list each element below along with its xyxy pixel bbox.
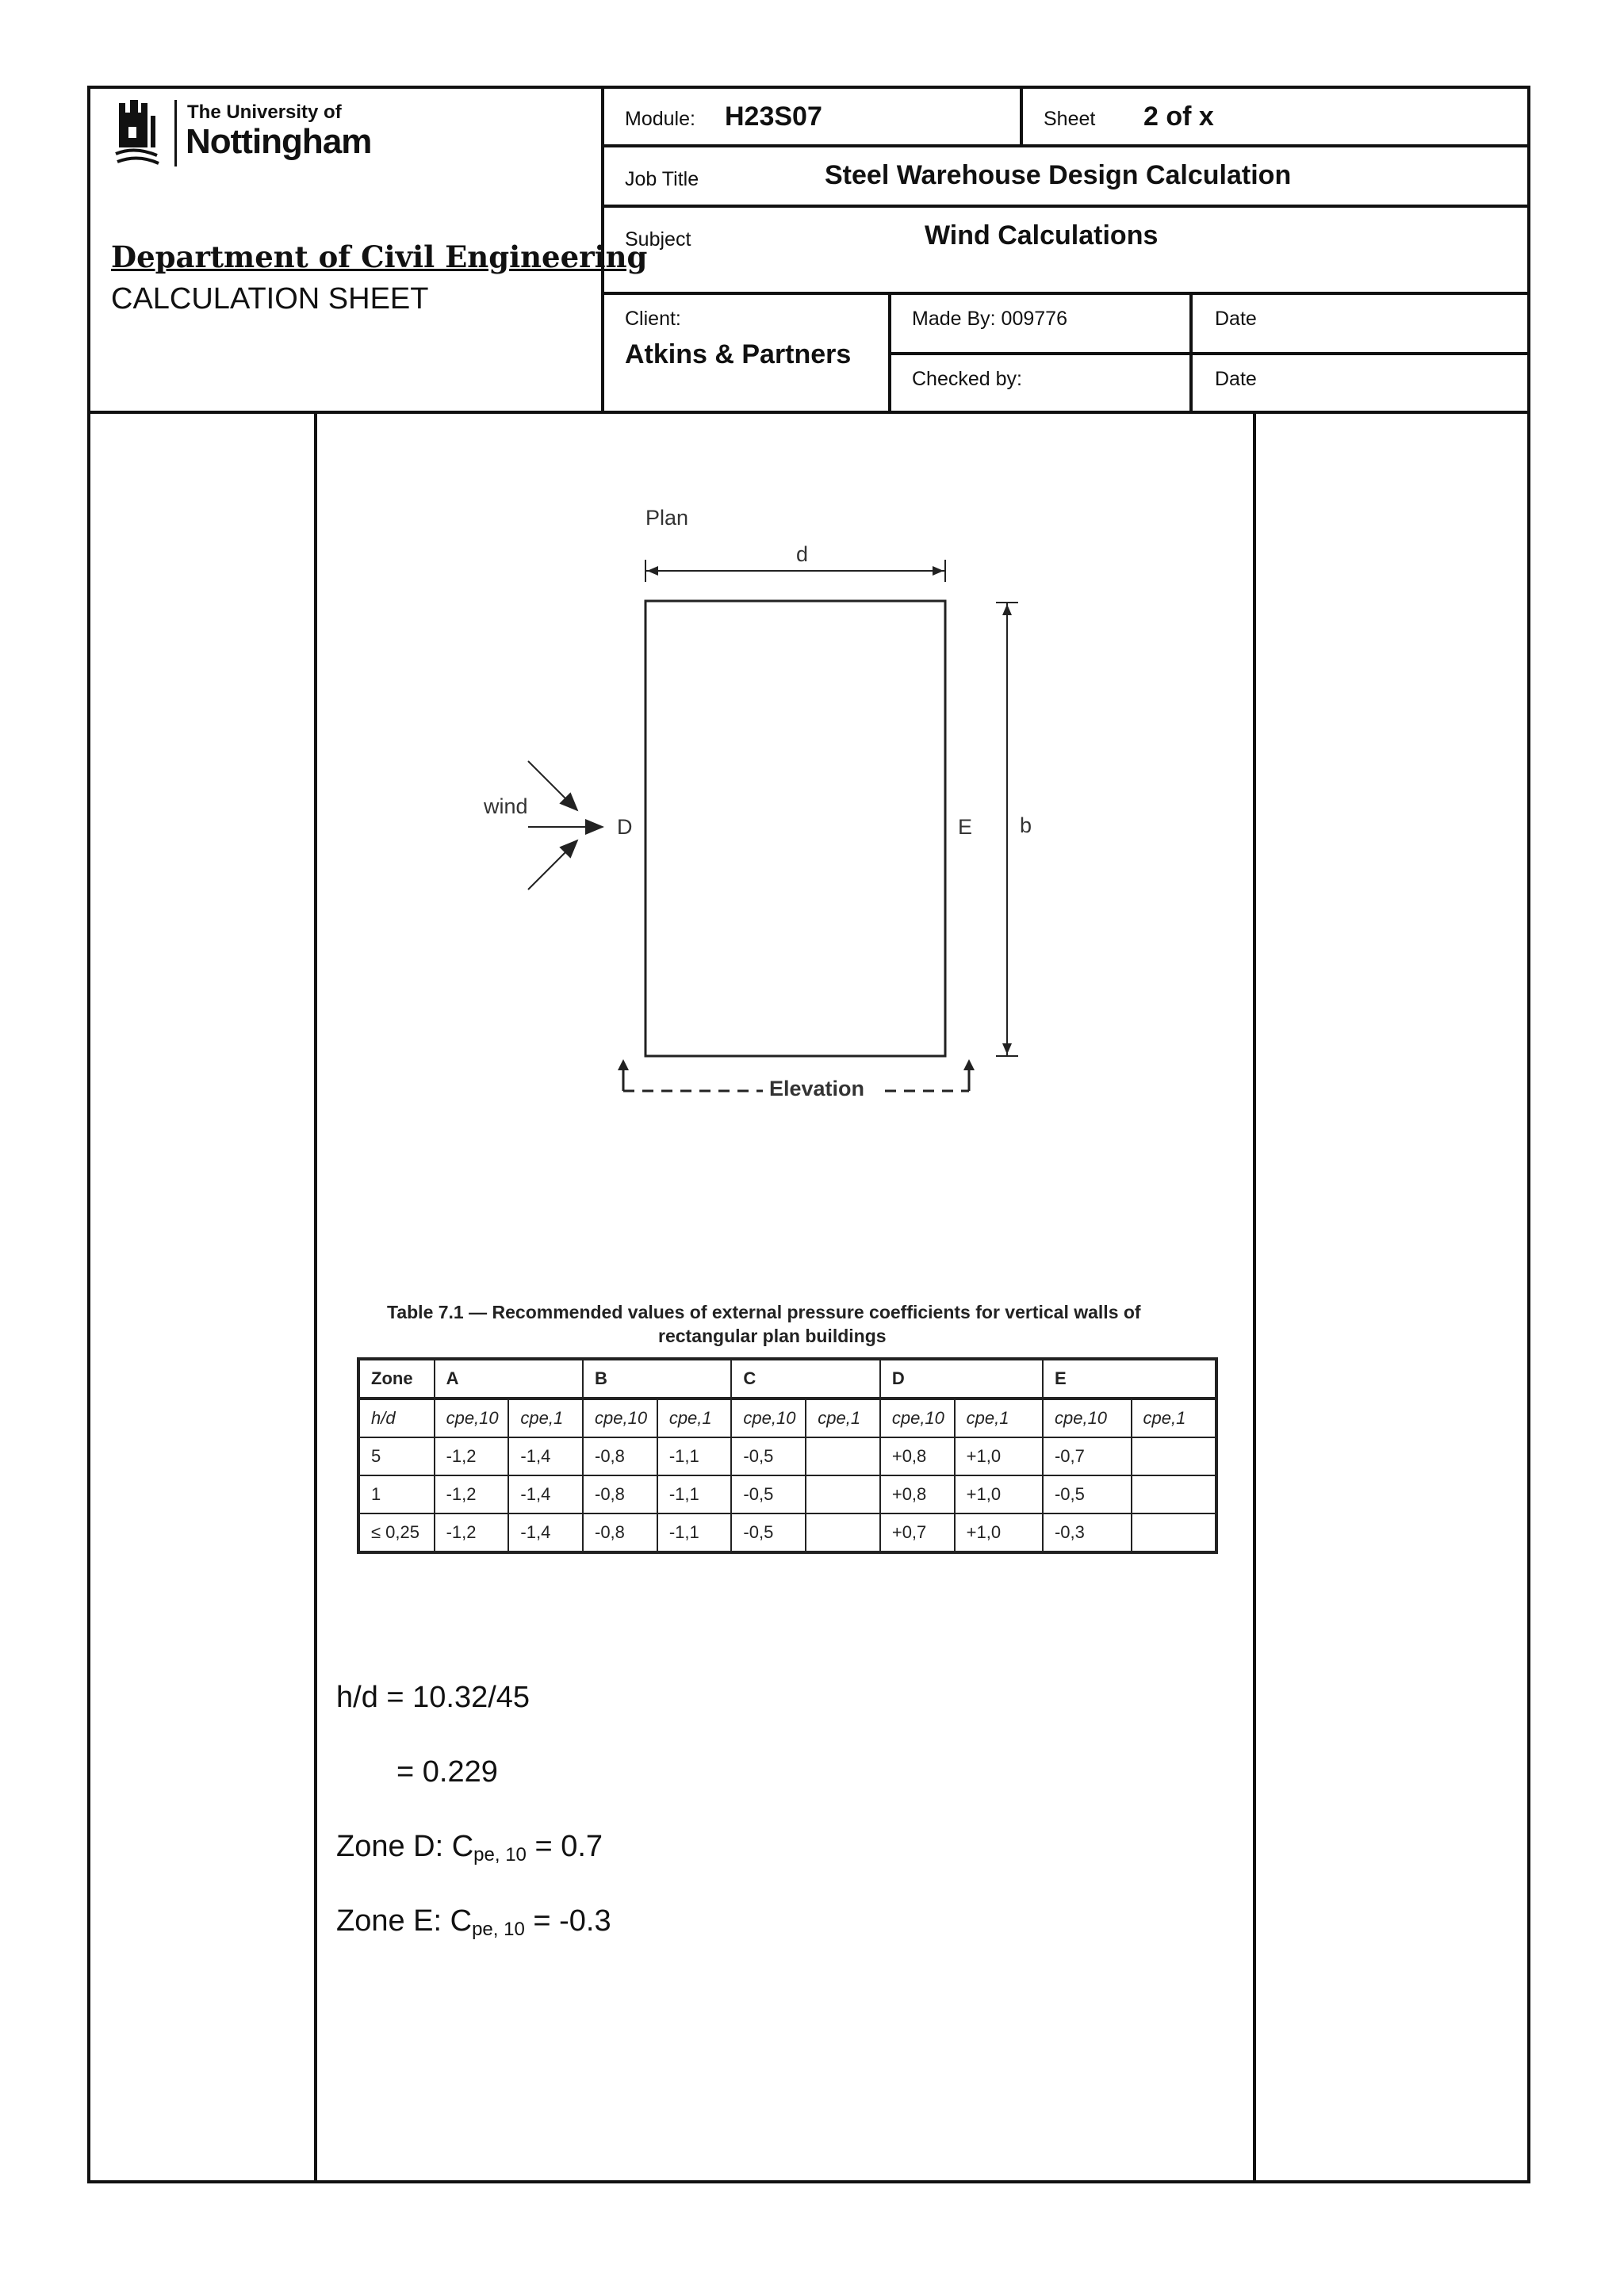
calc-hd-result: = 0.229	[396, 1755, 498, 1789]
zone-d-marker: D	[617, 815, 633, 839]
table-cell: +0,8	[880, 1437, 955, 1475]
table-cell: -1,4	[508, 1513, 583, 1552]
hd-header-cell: h/d	[358, 1399, 435, 1437]
coef-header-cell: cpe,1	[806, 1399, 880, 1437]
table-cell: -0,3	[1043, 1513, 1132, 1552]
module-label: Module:	[625, 108, 695, 130]
table-cell: -1,1	[657, 1513, 732, 1552]
table-cell: -0,5	[731, 1475, 806, 1513]
table-cell	[806, 1475, 880, 1513]
table-cell	[806, 1437, 880, 1475]
table-cell: -1,2	[435, 1475, 509, 1513]
elevation-label: Elevation	[769, 1077, 865, 1100]
table-caption-line2: rectangular plan buildings	[658, 1326, 887, 1346]
table-cell	[1132, 1475, 1216, 1513]
table-cell: -1,1	[657, 1475, 732, 1513]
table-caption-line1: Table 7.1 — Recommended values of external pressure coefficients for vertical walls of	[387, 1302, 1141, 1322]
coef-header-cell: cpe,10	[435, 1399, 509, 1437]
checked-by: Checked by:	[912, 368, 1022, 390]
sheet-type: CALCULATION SHEET	[111, 282, 429, 316]
made-by: Made By: 009776	[912, 308, 1067, 330]
table-cell: -0,8	[583, 1513, 657, 1552]
zone-header-cell: Zone	[358, 1359, 435, 1399]
hd-cell: ≤ 0,25	[358, 1513, 435, 1552]
client-label: Client:	[625, 308, 681, 330]
university-logo	[114, 98, 372, 171]
table-row	[358, 1513, 1216, 1552]
header-row-line-4	[888, 352, 1530, 355]
subject-value: Wind Calculations	[925, 220, 1159, 251]
zone-b-header: B	[583, 1359, 731, 1399]
table-cell: +0,8	[880, 1475, 955, 1513]
table-cell: +0,7	[880, 1513, 955, 1552]
coef-header-cell: cpe,1	[1132, 1399, 1216, 1437]
table-cell: -1,2	[435, 1513, 509, 1552]
header-row-line-1	[601, 144, 1530, 147]
department-title: Department of Civil Engineering	[111, 239, 648, 274]
coef-header-cell: cpe,10	[731, 1399, 806, 1437]
date-label-1: Date	[1215, 308, 1257, 330]
job-title-value: Steel Warehouse Design Calculation	[825, 160, 1292, 190]
zone-d-header: D	[880, 1359, 1043, 1399]
zone-e-value: = -0.3	[524, 1904, 611, 1938]
coef-header-cell: cpe,10	[583, 1399, 657, 1437]
zone-e-subscript: pe, 10	[472, 1919, 525, 1940]
table-cell	[806, 1513, 880, 1552]
subject-label: Subject	[625, 228, 691, 251]
table-cell: +1,0	[955, 1475, 1043, 1513]
body-margin-right	[1253, 411, 1256, 2183]
module-value: H23S07	[725, 101, 822, 132]
table-cell: -1,4	[508, 1437, 583, 1475]
table-cell: -0,5	[731, 1437, 806, 1475]
coef-header-cell: cpe,1	[955, 1399, 1043, 1437]
zone-d-value: = 0.7	[526, 1830, 603, 1863]
table-cell: -0,5	[731, 1513, 806, 1552]
zone-d-subscript: pe, 10	[473, 1844, 527, 1866]
coefficient-header-row	[358, 1399, 1216, 1437]
d-label: d	[796, 542, 809, 566]
body-frame	[87, 411, 1530, 2183]
b-label: b	[1020, 813, 1032, 837]
table-cell	[1132, 1513, 1216, 1552]
hd-cell: 5	[358, 1437, 435, 1475]
header-row-line-3	[601, 292, 1530, 295]
table-cell: -1,2	[435, 1437, 509, 1475]
plan-label: Plan	[645, 506, 689, 530]
coef-header-cell: cpe,10	[880, 1399, 955, 1437]
client-value: Atkins & Partners	[625, 339, 852, 369]
logo-text-line1: The University of	[187, 101, 342, 123]
coef-header-cell: cpe,10	[1043, 1399, 1132, 1437]
sheet-value: 2 of x	[1143, 101, 1214, 132]
table-cell	[1132, 1437, 1216, 1475]
sheet-label: Sheet	[1044, 108, 1096, 130]
coef-header-cell: cpe,1	[508, 1399, 583, 1437]
job-title-label: Job Title	[625, 168, 699, 190]
zone-e-prefix: Zone E: C	[336, 1904, 473, 1938]
table-row	[358, 1437, 1216, 1475]
header-row-line-2	[601, 205, 1530, 208]
table-cell: +1,0	[955, 1437, 1043, 1475]
table-cell: -0,5	[1043, 1475, 1132, 1513]
table-cell: -0,8	[583, 1475, 657, 1513]
zone-e-marker: E	[958, 815, 973, 839]
body-margin-left	[314, 411, 317, 2183]
table-cell: -1,1	[657, 1437, 732, 1475]
calc-zone-e	[336, 1904, 611, 1941]
calc-hd-ratio: h/d = 10.32/45	[336, 1681, 530, 1714]
table-cell: -1,4	[508, 1475, 583, 1513]
zone-a-header: A	[435, 1359, 583, 1399]
pressure-coefficient-table	[357, 1357, 1218, 1554]
zone-c-header: C	[731, 1359, 879, 1399]
zone-d-prefix: Zone D: C	[336, 1830, 474, 1863]
wind-label: wind	[484, 794, 528, 818]
zone-header-row	[358, 1359, 1216, 1399]
table-cell: +1,0	[955, 1513, 1043, 1552]
calc-zone-d	[336, 1830, 603, 1866]
date-label-2: Date	[1215, 368, 1257, 390]
table-cell: -0,8	[583, 1437, 657, 1475]
table-cell: -0,7	[1043, 1437, 1132, 1475]
castle-crest-icon	[114, 98, 163, 171]
zone-e-header: E	[1043, 1359, 1216, 1399]
logo-text-line2: Nottingham	[186, 122, 372, 161]
hd-cell: 1	[358, 1475, 435, 1513]
table-row	[358, 1475, 1216, 1513]
coef-header-cell: cpe,1	[657, 1399, 732, 1437]
header-divider-sheet	[1020, 86, 1023, 146]
logo-divider	[174, 100, 177, 166]
